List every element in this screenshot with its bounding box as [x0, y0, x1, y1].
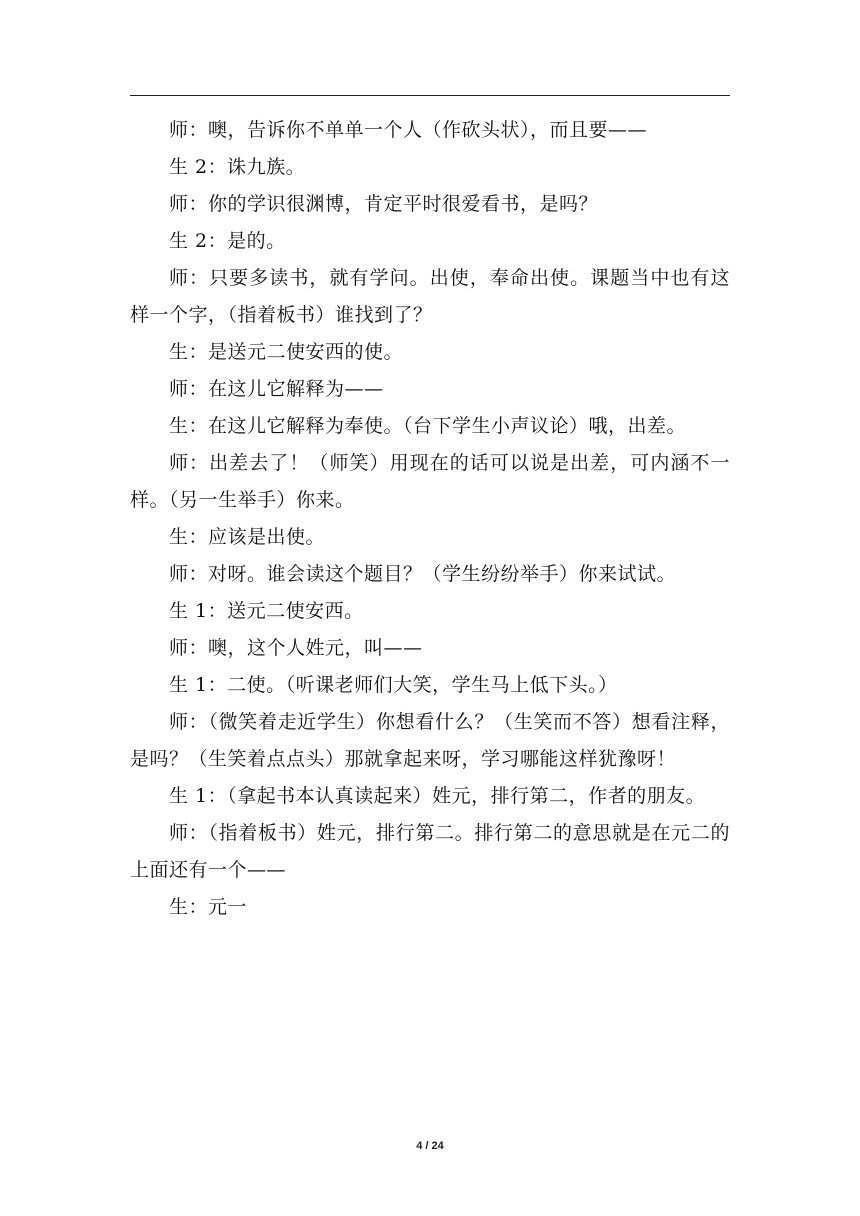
- paragraph: 师：只要多读书，就有学问。出使，奉命出使。课题当中也有这样一个字，（指着板书）谁找到了？: [130, 267, 730, 326]
- paragraph: 生 1：送元二使安西。: [169, 600, 364, 622]
- document-body: [130, 112, 730, 926]
- paragraph: 师：（微笑着走近学生）你想看什么？（生笑而不答）想看注释，是吗？（生笑着点点头）那就拿起来呀，学习哪能这样犹豫呀！: [130, 711, 730, 770]
- header-rule: [130, 95, 730, 96]
- paragraph: 生：元一: [169, 896, 248, 918]
- page-number: 4 / 24: [416, 1140, 444, 1152]
- paragraph: 生 1：二使。（听课老师们大笑，学生马上低下头。）: [169, 674, 618, 696]
- paragraph: 生：在这儿它解释为奉使。（台下学生小声议论）哦，出差。: [169, 415, 687, 437]
- paragraph: 生：是送元二使安西的使。: [169, 341, 404, 363]
- paragraph: 生：应该是出使。: [169, 526, 326, 548]
- paragraph: 师：在这儿它解释为——: [169, 378, 384, 400]
- paragraph: 师：噢，告诉你不单单一个人（作砍头状），而且要——: [169, 119, 648, 141]
- paragraph: 生 2：是的。: [169, 230, 286, 252]
- paragraph: 师：对呀。谁会读这个题目？（学生纷纷举手）你来试试。: [169, 563, 677, 585]
- paragraph: 生 1：（拿起书本认真读起来）姓元，排行第二，作者的朋友。: [169, 785, 706, 807]
- paragraph: 师：出差去了！（师笑）用现在的话可以说是出差，可内涵不一样。（另一生举手）你来。: [130, 452, 730, 511]
- paragraph: 师：（指着板书）姓元，排行第二。排行第二的意思就是在元二的上面还有一个——: [130, 822, 730, 881]
- paragraph: 师：你的学识很渊博，肯定平时很爱看书，是吗？: [169, 193, 599, 215]
- paragraph: 师：噢，这个人姓元，叫——: [169, 637, 423, 659]
- paragraph: 生 2：诛九族。: [169, 156, 306, 178]
